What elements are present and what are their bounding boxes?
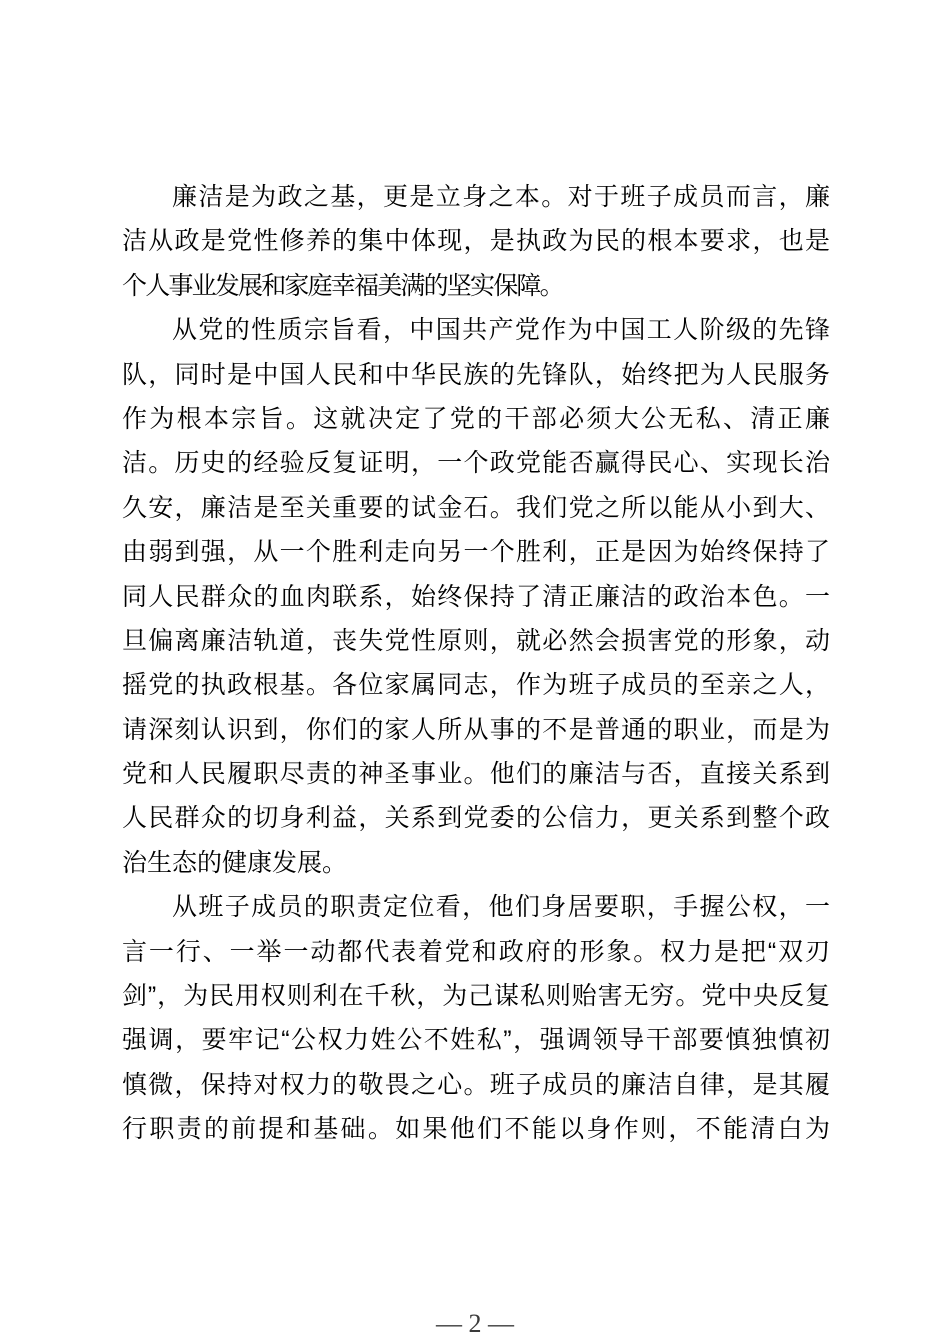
text-line: 剑”，为民用权则利在千秋，为己谋私则贻害无穷。党中央反复 <box>122 982 830 1011</box>
paragraph-3 <box>122 885 830 1151</box>
text-line: 个人事业发展和家庭幸福美满的坚实保障。 <box>122 271 563 300</box>
text-line: 行职责的前提和基础。如果他们不能以身作则，不能清白为 <box>122 1115 830 1144</box>
text-line: 由弱到强，从一个胜利走向另一个胜利，正是因为始终保持了 <box>122 538 830 567</box>
text-line: 从班子成员的职责定位看，他们身居要职，手握公权，一 <box>172 893 830 922</box>
text-line: 队，同时是中国人民和中华民族的先锋队，始终把为人民服务 <box>122 360 830 389</box>
text-line: 人民群众的切身利益，关系到党委的公信力，更关系到整个政 <box>122 804 830 833</box>
text-line: 从党的性质宗旨看，中国共产党作为中国工人阶级的先锋 <box>172 316 830 345</box>
text-line: 摇党的执政根基。各位家属同志，作为班子成员的至亲之人， <box>122 671 830 700</box>
text-line: 廉洁是为政之基，更是立身之本。对于班子成员而言，廉 <box>172 183 830 211</box>
text-line: 同人民群众的血肉联系，始终保持了清正廉洁的政治本色。一 <box>122 582 830 611</box>
text-line: 慎微，保持对权力的敬畏之心。班子成员的廉洁自律，是其履 <box>122 1070 830 1099</box>
text-line: 请深刻认识到，你们的家人所从事的不是普通的职业，而是为 <box>122 715 830 744</box>
text-line: 久安，廉洁是至关重要的试金石。我们党之所以能从小到大、 <box>122 493 830 522</box>
text-line: 言一行、一举一动都代表着党和政府的形象。权力是把“双刃 <box>122 937 830 966</box>
text-line: 治生态的健康发展。 <box>122 848 348 877</box>
text-line: 旦偏离廉洁轨道，丧失党性原则，就必然会损害党的形象，动 <box>122 626 830 655</box>
text-line: 洁。历史的经验反复证明，一个政党能否赢得民心、实现长治 <box>122 449 830 478</box>
text-line: 党和人民履职尽责的神圣事业。他们的廉洁与否，直接关系到 <box>122 760 830 789</box>
text-line: 作为根本宗旨。这就决定了党的干部必须大公无私、清正廉 <box>122 404 830 433</box>
text-line: 强调，要牢记“公权力姓公不姓私”，强调领导干部要慎独慎初 <box>122 1026 830 1055</box>
paragraph-2 <box>122 308 830 885</box>
text-line: 洁从政是党性修养的集中体现，是执政为民的根本要求，也是 <box>122 227 830 256</box>
page-number: — 2 — <box>436 1309 514 1338</box>
paragraph-1 <box>122 175 830 308</box>
document-body <box>122 175 830 1152</box>
